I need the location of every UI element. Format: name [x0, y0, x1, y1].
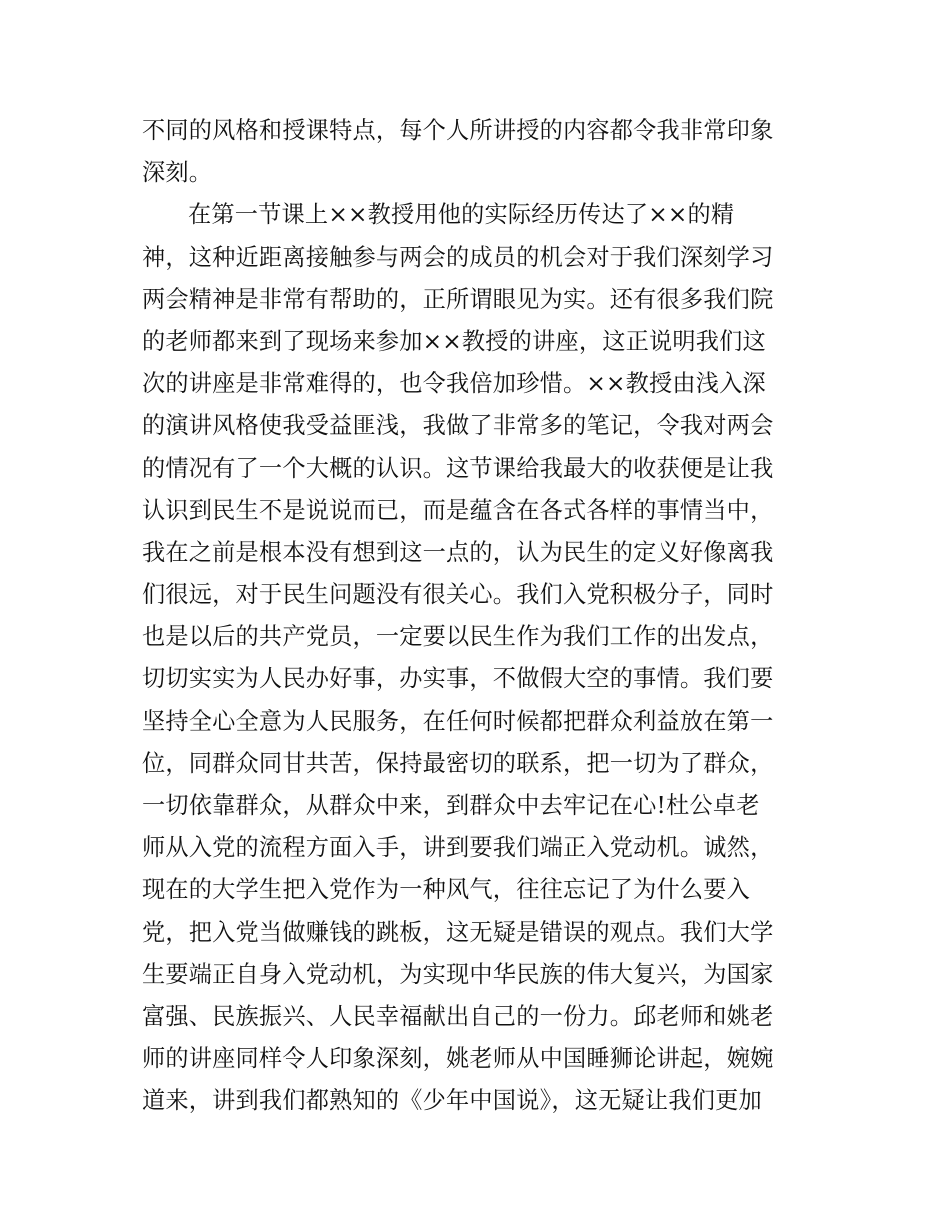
- text-line: 我在之前是根本没有想到这一点的，认为民生的定义好像离我: [142, 538, 774, 566]
- text-line: 神，这种近距离接触参与两会的成员的机会对于我们深刻学习: [142, 243, 774, 271]
- text-line: 认识到民生不是说说而已，而是蕴含在各式各样的事情当中，: [142, 496, 774, 524]
- text-line: 党，把入党当做赚钱的跳板，这无疑是错误的观点。我们大学: [142, 918, 774, 946]
- text-line: 的老师都来到了现场来参加××教授的讲座，这正说明我们这: [142, 327, 766, 355]
- text-line: 切切实实为人民办好事，办实事，不做假大空的事情。我们要: [142, 665, 774, 693]
- text-line: 的情况有了一个大概的认识。这节课给我最大的收获便是让我: [142, 454, 774, 482]
- text-line: 的演讲风格使我受益匪浅，我做了非常多的笔记，令我对两会: [142, 412, 774, 440]
- text-line: 不同的风格和授课特点，每个人所讲授的内容都令我非常印象: [142, 117, 774, 144]
- text-line: 两会精神是非常有帮助的，正所谓眼见为实。还有很多我们院: [142, 285, 774, 313]
- text-line: 坚持全心全意为人民服务，在任何时候都把群众利益放在第一: [142, 707, 774, 735]
- text-line: 也是以后的共产党员，一定要以民生作为我们工作的出发点，: [142, 623, 774, 651]
- text-line: 一切依靠群众，从群众中来，到群众中去牢记在心!杜公卓老: [142, 792, 760, 819]
- text-line: 富强、民族振兴、人民幸福献出自己的一份力。邱老师和姚老: [142, 1002, 774, 1030]
- text-line: 现在的大学生把入党作为一种风气，往往忘记了为什么要入: [142, 876, 751, 904]
- text-line: 师从入党的流程方面入手，讲到要我们端正入党动机。诚然，: [142, 834, 774, 862]
- document-body: [142, 110, 822, 1123]
- text-line: 们很远，对于民生问题没有很关心。我们入党积极分子，同时: [142, 581, 774, 609]
- paragraph-start-line: 在第一节课上××教授用他的实际经历传达了××的精: [188, 201, 735, 229]
- text-line: 深刻。: [142, 159, 213, 187]
- text-line: 师的讲座同样令人印象深刻，姚老师从中国睡狮论讲起，婉婉: [142, 1045, 774, 1073]
- text-line: 生要端正自身入党动机，为实现中华民族的伟大复兴，为国家: [142, 960, 774, 988]
- text-line: 道来，讲到我们都熟知的《少年中国说》，这无疑让我们更加: [142, 1087, 762, 1115]
- text-line: 位，同群众同甘共苦，保持最密切的联系，把一切为了群众，: [142, 749, 774, 777]
- text-line: 次的讲座是非常难得的，也令我倍加珍惜。××教授由浅入深: [142, 370, 766, 398]
